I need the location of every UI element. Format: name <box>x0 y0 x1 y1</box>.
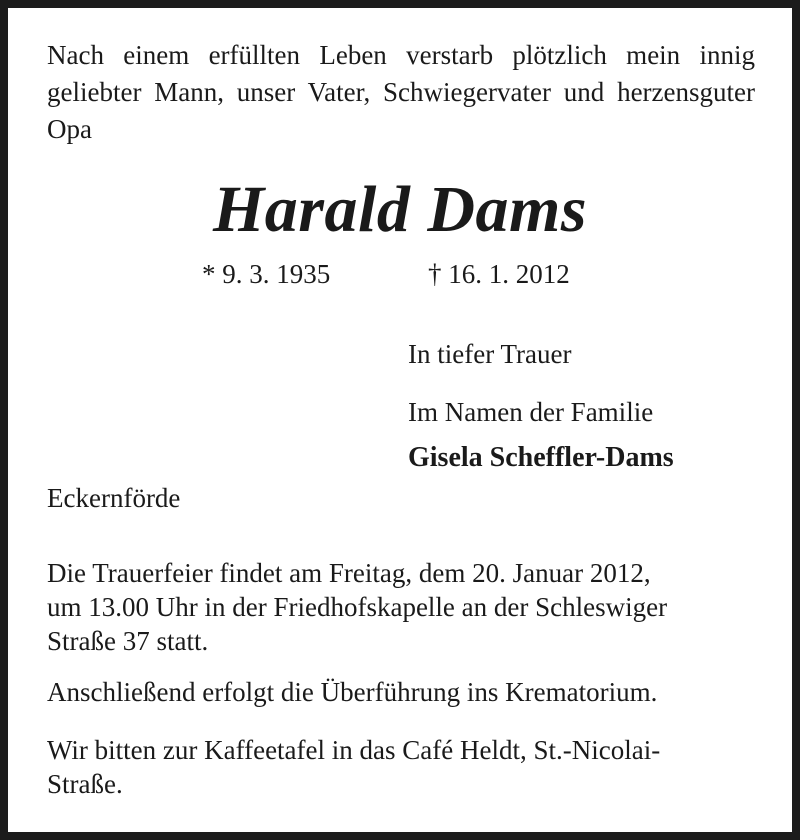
deceased-name: Harald Dams <box>212 173 588 246</box>
funeral-line: um 13.00 Uhr in der Friedhofskapelle an der Schleswiger <box>47 592 668 622</box>
family-phrase: Im Namen der Familie <box>408 397 654 427</box>
funeral-line: Die Trauerfeier findet am Freitag, dem 20. Januar 2012, <box>47 558 651 588</box>
intro-text: Nach einem erfüllten Leben verstarb plötzlich mein innig geliebter Mann, unser Vater, Schwiegervater und herzensguter Opa <box>47 40 755 144</box>
transfer-note: Anschließend erfolgt die Überführung ins Krematorium. <box>47 677 658 707</box>
birth-date: * 9. 3. 1935 <box>202 259 331 289</box>
signer-name: Gisela Scheffler-Dams <box>408 442 674 473</box>
mourning-phrase: In tiefer Trauer <box>408 339 572 369</box>
coffee-invitation <box>47 733 755 801</box>
place-name: Eckernförde <box>47 483 181 513</box>
death-date: † 16. 1. 2012 <box>428 259 570 289</box>
coffee-line: Straße. <box>47 769 123 799</box>
coffee-line: Wir bitten zur Kaffeetafel in das Café Heldt, St.-Nicolai- <box>47 735 661 765</box>
funeral-details <box>47 556 755 658</box>
funeral-line: Straße 37 statt. <box>47 626 209 656</box>
